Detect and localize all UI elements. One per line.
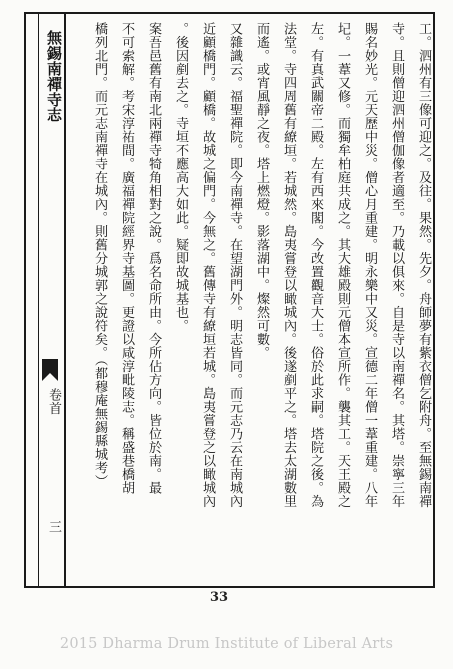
margin-divider-right <box>64 12 66 588</box>
frame-right-rule <box>433 12 435 588</box>
text-column-1: 工。泗州有三像可迎之。及往。果然。先夕。舟師夢有紫衣僧乞附舟。至無錫南禪 <box>416 22 431 508</box>
margin-page-number: 三 <box>46 520 61 534</box>
margin-title: 無錫南禪寺志 <box>45 30 63 123</box>
fishtail-mark-icon <box>40 359 60 381</box>
text-column-5: 左。有真武關帝二殿。左有西來閣。今改置觀音大士。俗於此求嗣。塔院之後。為 <box>308 22 323 508</box>
copyright-watermark: 2015 Dharma Drum Institute of Liberal Arts <box>59 636 394 652</box>
frame-left-rule <box>24 12 26 588</box>
text-column-11: 案吾邑舊有南北兩禪寺犄角相對之說。爲名命所由。今所佔方向。皆位於南。最 <box>146 22 161 495</box>
text-column-4: 圮。一葦又修。而獨牟柏庭共成之。其大雄殿則元僧本宣所作。襲其工。天王殿之 <box>335 22 350 508</box>
folio-number: 33 <box>210 590 229 605</box>
frame-bottom-rule <box>24 586 435 588</box>
margin-volume: 卷首 <box>46 388 61 415</box>
text-column-2: 寺。且則僧迎泗州僧伽像者適至。乃載以俱來。自是寺以南禪名。其塔。崇寧三年 <box>389 22 404 508</box>
text-column-10: 。後因剷去之。寺垣不應高大如此。疑即故城基也。 <box>173 22 188 333</box>
text-column-8: 又雜識云。福聖禪院。即今南禪寺。在望湖門外。明志皆同。而元志乃云在南城內 <box>227 22 242 508</box>
text-column-6: 法堂。寺四周舊有繚垣。若城然。島夷嘗登以瞰城內。後遂剷平之。塔去太湖數里 <box>281 22 296 508</box>
text-column-7: 而遙。或宵風靜之夜。塔上燃燈。影落湖中。燦然可數。 <box>254 22 269 360</box>
frame-top-rule <box>24 12 435 14</box>
text-column-9: 近顧橋門。顧橋。故城之偏門。今無之。舊傳寺有繚垣若城。島夷嘗登之以瞰城內 <box>200 22 215 508</box>
text-column-13: 橋列北門。而元志南禪寺在城內。則舊分城郭之說符矣。（都穆庵無錫縣城考） <box>92 22 107 488</box>
text-column-3: 賜名妙光。元天歷中災。僧心月重建。明永樂中又災。宣德二年僧一葦重建。八年 <box>362 22 377 508</box>
text-column-12: 不可索解。考宋淳祐間。廣福禪院經界寺基圖。更證以咸淳毗陵志。稱盛巷橋胡 <box>119 22 134 495</box>
